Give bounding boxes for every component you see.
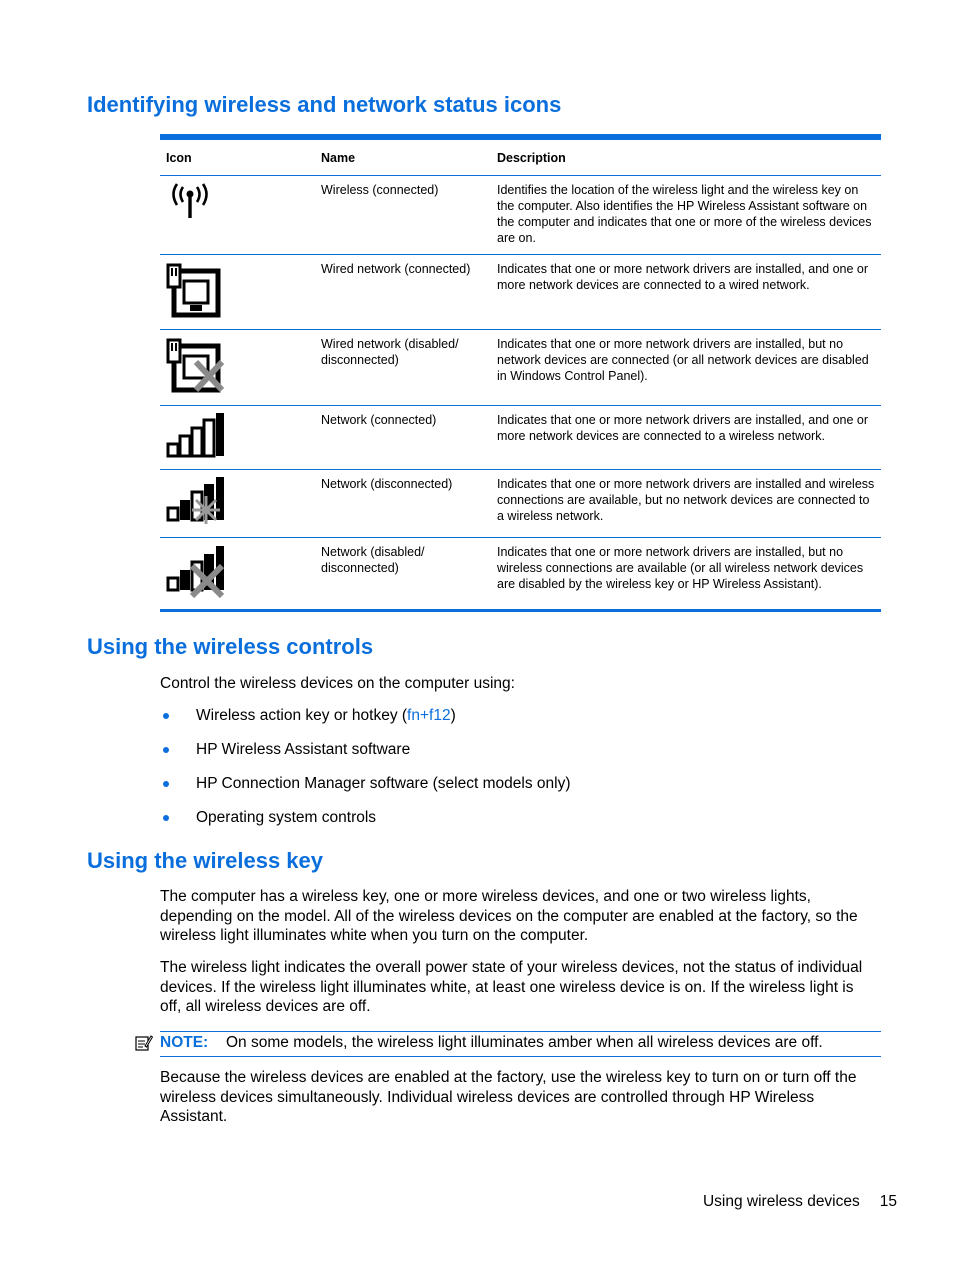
column-header-description: Description [497,150,566,165]
list-item: HP Connection Manager software (select models only) [160,774,570,808]
table-row [160,330,881,406]
note-box [160,1031,881,1057]
bullet-icon [163,781,169,787]
table-cell-name: Wireless (connected) [321,183,439,197]
table-cell-description: Identifies the location of the wireless light and the wireless key on the computer. Also identifies the HP Wireless Assistant software on the computer and indicates that one or more of the wireless devices are on. [497,183,872,245]
table-row [160,538,881,609]
network-disconnected-icon [166,476,226,526]
section-heading-controls: Using the wireless controls [87,634,374,659]
table-cell-description: Indicates that one or more network drivers are installed and wireless connections are available, but no network devices are connected to a wireless network. [497,477,875,523]
wired-network-icon [166,261,224,319]
note-text: On some models, the wireless light illuminates amber when all wireless devices are off. [226,1034,823,1051]
note-label: NOTE: [160,1034,209,1051]
section-heading-key: Using the wireless key [87,848,323,873]
table-row [160,406,881,470]
controls-intro: Control the wireless devices on the computer using: [160,675,515,692]
column-header-name: Name [321,150,356,165]
table-cell-description: Indicates that one or more network drivers are installed, but no network devices are connected (or all network devices are disabled in Windows Control Panel). [497,337,869,383]
wireless-antenna-icon [166,182,214,222]
table-header-row [160,140,881,176]
footer-section-title: Using wireless devices [702,1193,860,1210]
table-row [160,470,881,538]
bullet-icon [163,815,169,821]
note-pencil-icon [135,1034,153,1052]
table-cell-name: Wired network (connected) [321,262,471,276]
table-cell-name: Network (disabled/ disconnected) [321,545,425,575]
table-cell-description: Indicates that one or more network drivers are installed, and one or more network devices are connected to a wireless network. [497,413,869,443]
table-cell-description: Indicates that one or more network drivers are installed, and one or more network devices are connected to a wired network. [497,262,869,292]
list-item: HP Wireless Assistant software [160,740,570,774]
key-paragraph-2: The wireless light indicates the overall power state of your wireless devices, not the status of individual devices. If the wireless light illuminates white, at least one wireless device is on. If the wireless light is off, all wireless devices are off. [160,959,863,1015]
list-item: Operating system controls [160,808,570,842]
table-row [160,176,881,255]
bullet-icon [163,713,169,719]
list-item: Wireless action key or hotkey (fn+f12) [160,706,570,740]
table-cell-description: Indicates that one or more network drivers are installed, but no wireless connections are available (or all wireless network devices are disabled by the wireless key or HP Wireless Assistant). [497,545,864,591]
column-header-icon: Icon [166,150,192,165]
table-cell-name: Network (disconnected) [321,477,453,491]
table-row [160,255,881,330]
status-icons-table [160,134,881,612]
network-signal-icon [166,412,226,458]
bullet-icon [163,747,169,753]
page-footer [620,1192,897,1212]
network-disabled-icon [166,544,226,598]
key-paragraph-1: The computer has a wireless key, one or more wireless devices, and one or two wireless lights, depending on the model. All of the wireless devices on the computer are enabled at the factory, so the wireless light illuminates white when you turn on the computer. [160,888,858,944]
page-number: 15 [879,1193,897,1210]
table-cell-name: Wired network (disabled/ disconnected) [321,337,459,367]
section-heading-status-icons: Identifying wireless and network status icons [87,92,562,117]
key-paragraph-3: Because the wireless devices are enabled at the factory, use the wireless key to turn on or turn off the wireless devices simultaneously. Individual wireless devices are controlled through HP Wireless Assistant. [160,1069,857,1125]
hotkey-link[interactable]: fn+f12 [407,707,451,724]
table-cell-name: Network (connected) [321,413,437,427]
wired-network-disabled-icon [166,336,226,394]
controls-list [160,706,570,842]
